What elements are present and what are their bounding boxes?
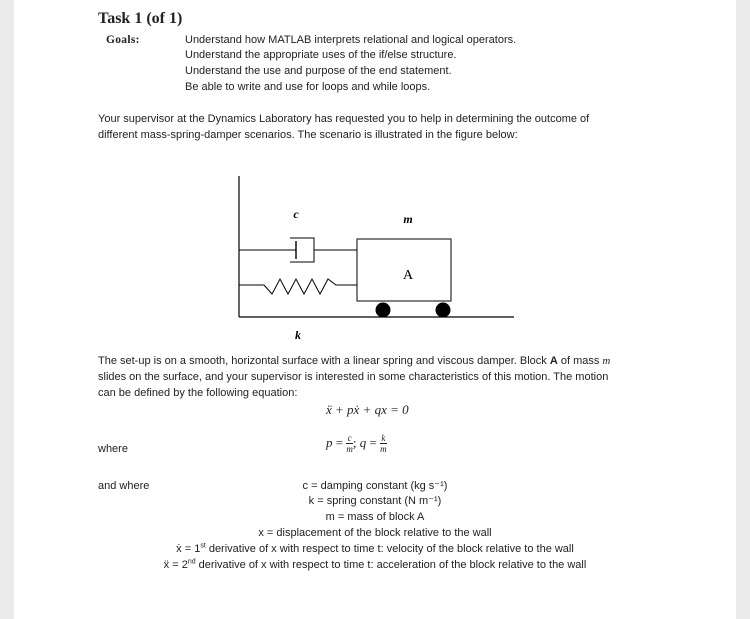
pq-definitions: p = $\frac{c}{m}$ ; q = $\frac{k}{m}$ <box>326 433 387 454</box>
wheel-right <box>436 303 451 318</box>
definition-xddot <box>14 558 736 573</box>
goal-item: Be able to write and use for loops and while loops. <box>185 81 431 93</box>
def-superscript: nd <box>187 558 196 566</box>
symbol-p: p <box>326 434 333 450</box>
frac-numerator: k <box>381 433 386 443</box>
frac-denominator: m <box>380 444 387 454</box>
intro-line: different mass-spring-damper scenarios. The scenario is illustrated in the figure below: <box>98 129 518 141</box>
setup-line: slides on the surface, and your supervisor is interested in some characteristics of this motion. The motion <box>98 371 609 383</box>
def-text: ẋ = 1 <box>176 543 201 555</box>
definition-x: x = displacement of the block relative to the wall <box>258 527 492 539</box>
goal-item: Understand the appropriate uses of the if/else structure. <box>185 49 457 61</box>
setup-text: of mass <box>557 355 603 367</box>
label-m: m <box>403 212 413 226</box>
def-superscript: st <box>200 542 206 550</box>
frac-numerator: c <box>347 433 352 443</box>
goal-item: Understand how MATLAB interprets relational and logical operators. <box>185 34 517 46</box>
document-page <box>14 0 736 619</box>
label-block-a: A <box>402 268 414 283</box>
def-text: ẍ = 2 <box>163 559 188 571</box>
equation-of-motion: ẍ + pẋ + qx = 0 <box>326 402 409 417</box>
spring <box>239 279 357 294</box>
setup-block-label: A <box>549 355 558 367</box>
setup-text: The set-up is on a smooth, horizontal surface with a linear spring and viscous damper. Block <box>98 355 550 367</box>
where-label: where <box>98 443 128 455</box>
setup-mass-symbol: m <box>602 355 611 367</box>
mass-spring-damper-diagram <box>224 172 534 344</box>
goals-label: Goals: <box>106 34 140 46</box>
definition-c: c = damping constant (kg s⁻¹) <box>302 480 448 492</box>
wheel-left <box>376 303 391 318</box>
def-text: derivative of x with respect to time t: velocity of the block relative to the wall <box>205 543 574 555</box>
task-title: Task 1 (of 1) <box>98 10 183 27</box>
setup-line: can be defined by the following equation: <box>98 387 298 399</box>
intro-line: Your supervisor at the Dynamics Laboratory has requested you to help in determining the outcome of <box>98 113 590 125</box>
and-where-label: and where <box>98 480 150 492</box>
definition-xdot <box>14 542 736 557</box>
def-text: derivative of x with respect to time t: acceleration of the block relative to the wall <box>195 559 587 571</box>
label-k: k <box>295 328 301 342</box>
fraction-k-over-m <box>380 433 387 455</box>
definition-k: k = spring constant (N m⁻¹) <box>308 495 442 507</box>
symbol-q: q <box>359 434 367 450</box>
goal-item: Understand the use and purpose of the end statement. <box>185 65 452 77</box>
frac-denominator: m <box>346 444 353 454</box>
label-c: c <box>293 207 299 221</box>
setup-line <box>98 354 610 369</box>
definition-m: m = mass of block A <box>325 511 425 523</box>
fraction-c-over-m <box>346 433 353 455</box>
